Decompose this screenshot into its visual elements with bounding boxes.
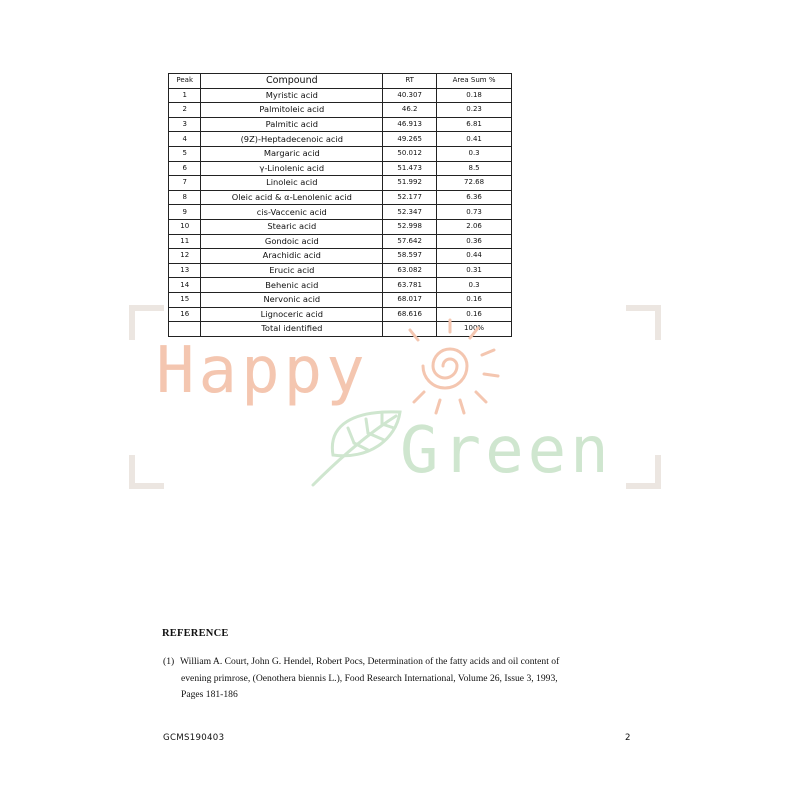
area-cell: 0.16 xyxy=(437,292,512,307)
total-rt xyxy=(383,322,437,337)
table-row xyxy=(169,307,512,322)
bracket-top-right xyxy=(626,308,658,340)
table-body xyxy=(169,88,512,322)
total-label: Total identified xyxy=(201,322,383,337)
compound-cell: Erucic acid xyxy=(201,263,383,278)
table-row xyxy=(169,234,512,249)
table-row xyxy=(169,132,512,147)
table-row xyxy=(169,292,512,307)
table-row xyxy=(169,205,512,220)
table-row xyxy=(169,278,512,293)
reference-number: (1) xyxy=(163,656,175,667)
table-row xyxy=(169,161,512,176)
document-id: GCMS190403 xyxy=(163,733,225,743)
area-cell: 6.81 xyxy=(437,117,512,132)
peak-cell: 8 xyxy=(169,190,201,205)
page-number: 2 xyxy=(625,733,631,743)
compound-cell: Nervonic acid xyxy=(201,292,383,307)
rt-cell: 50.012 xyxy=(383,146,437,161)
peak-cell: 10 xyxy=(169,219,201,234)
bracket-bottom-right xyxy=(626,455,658,486)
header-area-sum: Area Sum % xyxy=(437,74,512,89)
table-row xyxy=(169,146,512,161)
bracket-top-left xyxy=(132,308,164,340)
compound-cell: γ-Linolenic acid xyxy=(201,161,383,176)
rt-cell: 63.082 xyxy=(383,263,437,278)
area-cell: 0.36 xyxy=(437,234,512,249)
peak-cell: 7 xyxy=(169,176,201,191)
peak-cell: 13 xyxy=(169,263,201,278)
area-cell: 72.68 xyxy=(437,176,512,191)
peak-cell: 1 xyxy=(169,88,201,103)
area-cell: 0.3 xyxy=(437,278,512,293)
area-cell: 6.36 xyxy=(437,190,512,205)
peak-cell: 16 xyxy=(169,307,201,322)
table-row xyxy=(169,263,512,278)
area-cell: 0.73 xyxy=(437,205,512,220)
compound-cell: Margaric acid xyxy=(201,146,383,161)
area-cell: 2.06 xyxy=(437,219,512,234)
reference-citation xyxy=(180,654,630,704)
compound-cell: (9Z)-Heptadecenoic acid xyxy=(201,132,383,147)
watermark-word-happy: Happy xyxy=(156,334,369,408)
rt-cell: 63.781 xyxy=(383,278,437,293)
peak-cell: 3 xyxy=(169,117,201,132)
table-row xyxy=(169,219,512,234)
table-row xyxy=(169,176,512,191)
compound-cell: Arachidic acid xyxy=(201,249,383,264)
table-header-row xyxy=(169,74,512,89)
table-row xyxy=(169,103,512,118)
rt-cell: 52.177 xyxy=(383,190,437,205)
area-cell: 8.5 xyxy=(437,161,512,176)
rt-cell: 52.347 xyxy=(383,205,437,220)
header-compound: Compound xyxy=(201,74,383,89)
bracket-bottom-left xyxy=(132,455,164,486)
area-cell: 0.31 xyxy=(437,263,512,278)
table-total-row xyxy=(169,322,512,337)
compound-cell: Palmitoleic acid xyxy=(201,103,383,118)
compound-cell: Behenic acid xyxy=(201,278,383,293)
header-peak: Peak xyxy=(169,74,201,89)
table-row xyxy=(169,117,512,132)
rt-cell: 46.913 xyxy=(383,117,437,132)
total-peak-cell xyxy=(169,322,201,337)
rt-cell: 68.017 xyxy=(383,292,437,307)
gcms-results-table xyxy=(168,73,512,337)
compound-cell: Linoleic acid xyxy=(201,176,383,191)
compound-cell: Gondoic acid xyxy=(201,234,383,249)
peak-cell: 9 xyxy=(169,205,201,220)
area-cell: 0.44 xyxy=(437,249,512,264)
citation-line: William A. Court, John G. Hendel, Robert Pocs, Determination of the fatty acids and oil content of xyxy=(180,656,560,667)
compound-cell: Lignoceric acid xyxy=(201,307,383,322)
peak-cell: 4 xyxy=(169,132,201,147)
area-cell: 0.16 xyxy=(437,307,512,322)
rt-cell: 52.998 xyxy=(383,219,437,234)
peak-cell: 11 xyxy=(169,234,201,249)
rt-cell: 40.307 xyxy=(383,88,437,103)
rt-cell: 51.473 xyxy=(383,161,437,176)
watermark-word-green: Green xyxy=(400,414,613,488)
area-cell: 0.41 xyxy=(437,132,512,147)
peak-cell: 2 xyxy=(169,103,201,118)
peak-cell: 12 xyxy=(169,249,201,264)
compound-cell: cis-Vaccenic acid xyxy=(201,205,383,220)
table-row xyxy=(169,88,512,103)
peak-cell: 15 xyxy=(169,292,201,307)
rt-cell: 68.616 xyxy=(383,307,437,322)
peak-cell: 14 xyxy=(169,278,201,293)
peak-cell: 6 xyxy=(169,161,201,176)
leaf-icon xyxy=(313,412,400,485)
table-row xyxy=(169,249,512,264)
citation-line: Pages 181-186 xyxy=(181,689,238,700)
compound-cell: Palmitic acid xyxy=(201,117,383,132)
rt-cell: 58.597 xyxy=(383,249,437,264)
total-area: 100% xyxy=(437,322,512,337)
rt-cell: 57.642 xyxy=(383,234,437,249)
compound-cell: Stearic acid xyxy=(201,219,383,234)
compound-cell: Oleic acid & α-Lenolenic acid xyxy=(201,190,383,205)
rt-cell: 49.265 xyxy=(383,132,437,147)
rt-cell: 51.992 xyxy=(383,176,437,191)
area-cell: 0.18 xyxy=(437,88,512,103)
peak-cell: 5 xyxy=(169,146,201,161)
compound-cell: Myristic acid xyxy=(201,88,383,103)
table-row xyxy=(169,190,512,205)
rt-cell: 46.2 xyxy=(383,103,437,118)
area-cell: 0.3 xyxy=(437,146,512,161)
header-rt: RT xyxy=(383,74,437,89)
reference-heading: REFERENCE xyxy=(162,628,229,639)
area-cell: 0.23 xyxy=(437,103,512,118)
citation-line: evening primrose, (Oenothera biennis L.), Food Research International, Volume 26, Issue 3, 1993, xyxy=(181,672,558,684)
